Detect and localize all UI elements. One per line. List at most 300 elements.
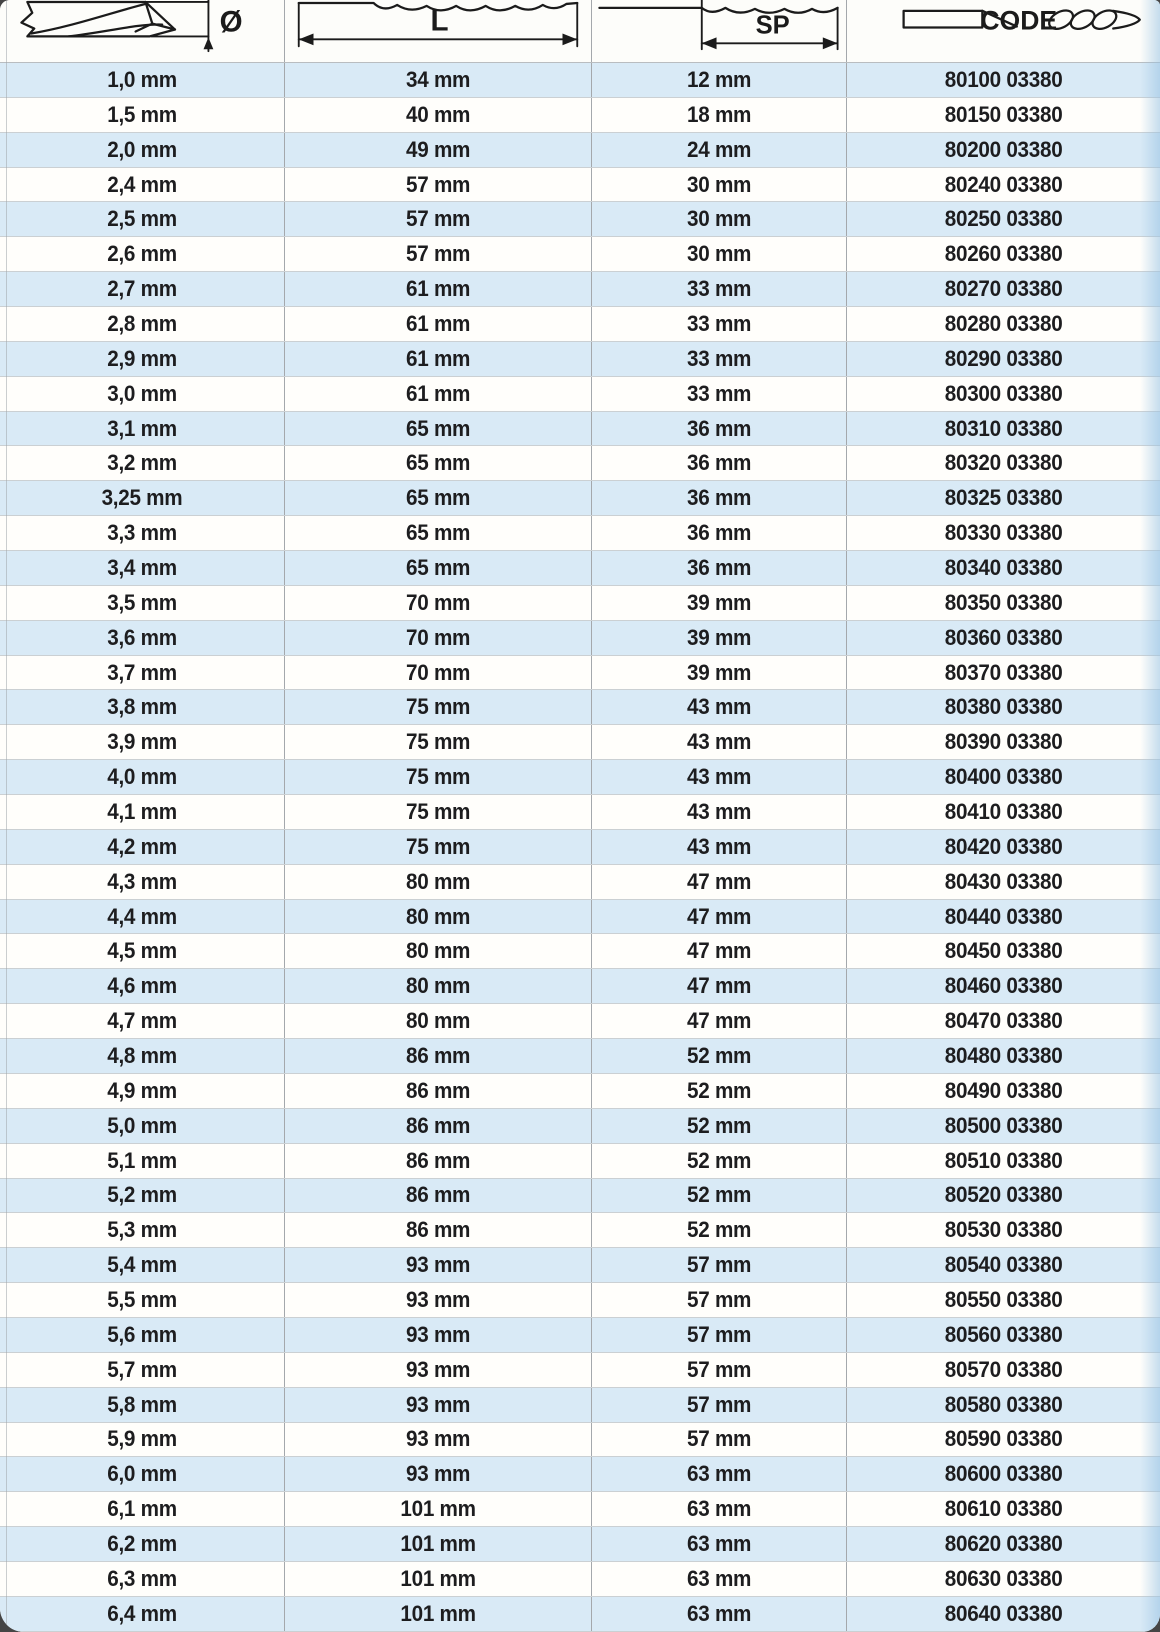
spiral-cell: [592, 1423, 847, 1457]
diameter-value: 3,2 mm: [107, 450, 177, 476]
spiral-cell: [592, 1318, 847, 1352]
length-cell: [285, 1039, 592, 1073]
code-value: 80580 03380: [944, 1391, 1063, 1417]
code-value: 80570 03380: [944, 1356, 1063, 1382]
length-cell: [285, 342, 592, 376]
spiral-value: 30 mm: [686, 206, 752, 232]
code-value: 80510 03380: [944, 1147, 1063, 1173]
diameter-value: 4,3 mm: [107, 868, 177, 894]
length-symbol-label: L: [430, 4, 449, 38]
table-row: [0, 1527, 1160, 1562]
length-value: 93 mm: [405, 1461, 471, 1487]
code-value: 80460 03380: [944, 973, 1063, 999]
code-value: 80100 03380: [944, 66, 1063, 92]
code-value: 80630 03380: [944, 1565, 1063, 1591]
code-value: 80350 03380: [944, 589, 1063, 615]
length-value: 93 mm: [405, 1356, 471, 1382]
diameter-value: 2,0 mm: [107, 136, 177, 162]
spiral-value: 30 mm: [686, 171, 752, 197]
length-value: 40 mm: [405, 101, 471, 127]
spiral-value: 63 mm: [686, 1565, 752, 1591]
code-value: 80280 03380: [944, 310, 1063, 336]
diameter-cell: [0, 1492, 285, 1526]
code-value: 80410 03380: [944, 798, 1063, 824]
length-value: 101 mm: [400, 1531, 476, 1557]
spiral-value: 33 mm: [686, 310, 752, 336]
code-value: 80600 03380: [944, 1461, 1063, 1487]
length-cell: [285, 969, 592, 1003]
table-row: [0, 63, 1160, 98]
spiral-cell: [592, 1527, 847, 1561]
spiral-value: 18 mm: [686, 101, 752, 127]
diameter-value: 4,4 mm: [107, 903, 177, 929]
table-row: [0, 307, 1160, 342]
spiral-value: 47 mm: [686, 868, 752, 894]
length-value: 61 mm: [405, 310, 471, 336]
code-value: 80380 03380: [944, 694, 1063, 720]
spiral-value: 57 mm: [686, 1356, 752, 1382]
spiral-value: 63 mm: [686, 1461, 752, 1487]
length-value: 86 mm: [405, 1042, 471, 1068]
diameter-cell: [0, 1457, 285, 1491]
length-cell: [285, 586, 592, 620]
table-row: [0, 760, 1160, 795]
diameter-cell: [0, 830, 285, 864]
code-value: 80470 03380: [944, 1008, 1063, 1034]
length-value: 75 mm: [405, 764, 471, 790]
code-cell: [847, 865, 1160, 899]
length-value: 65 mm: [405, 485, 471, 511]
length-cell: [285, 621, 592, 655]
spiral-value: 33 mm: [686, 276, 752, 302]
code-cell: [847, 342, 1160, 376]
length-value: 86 mm: [405, 1217, 471, 1243]
table-row: [0, 865, 1160, 900]
header-code: [847, 0, 1160, 62]
length-cell: [285, 1318, 592, 1352]
drill-code-diagram-icon: [847, 0, 1160, 62]
table-row: [0, 656, 1160, 691]
spiral-value: 39 mm: [686, 624, 752, 650]
diameter-value: 5,0 mm: [107, 1112, 177, 1138]
diameter-value: 3,8 mm: [107, 694, 177, 720]
diameter-value: 4,9 mm: [107, 1077, 177, 1103]
code-value: 80260 03380: [944, 241, 1063, 267]
spiral-value: 43 mm: [686, 798, 752, 824]
length-cell: [285, 63, 592, 97]
diameter-value: 3,3 mm: [107, 520, 177, 546]
diameter-cell: [0, 63, 285, 97]
table-row: [0, 900, 1160, 935]
length-value: 80 mm: [405, 938, 471, 964]
diameter-cell: [0, 342, 285, 376]
table-row: [0, 1179, 1160, 1214]
code-value: 80430 03380: [944, 868, 1063, 894]
spiral-cell: [592, 1353, 847, 1387]
length-cell: [285, 237, 592, 271]
header-diameter: [0, 0, 285, 62]
diameter-cell: [0, 1109, 285, 1143]
diameter-value: 3,9 mm: [107, 729, 177, 755]
code-cell: [847, 272, 1160, 306]
spiral-cell: [592, 621, 847, 655]
code-value: 80420 03380: [944, 833, 1063, 859]
spiral-cell: [592, 969, 847, 1003]
length-cell: [285, 1179, 592, 1213]
spiral-value: 57 mm: [686, 1321, 752, 1347]
spiral-value: 47 mm: [686, 903, 752, 929]
spiral-cell: [592, 586, 847, 620]
diameter-value: 2,7 mm: [107, 276, 177, 302]
code-cell: [847, 1388, 1160, 1422]
code-value: 80530 03380: [944, 1217, 1063, 1243]
diameter-value: 4,0 mm: [107, 764, 177, 790]
code-value: 80610 03380: [944, 1496, 1063, 1522]
length-value: 93 mm: [405, 1252, 471, 1278]
code-cell: [847, 133, 1160, 167]
spiral-cell: [592, 865, 847, 899]
spiral-cell: [592, 1074, 847, 1108]
table-row: [0, 272, 1160, 307]
table-row: [0, 621, 1160, 656]
code-cell: [847, 516, 1160, 550]
code-cell: [847, 481, 1160, 515]
length-value: 34 mm: [405, 66, 471, 92]
diameter-cell: [0, 168, 285, 202]
length-cell: [285, 168, 592, 202]
diameter-value: 3,6 mm: [107, 624, 177, 650]
diameter-value: 4,8 mm: [107, 1042, 177, 1068]
code-value: 80330 03380: [944, 520, 1063, 546]
spiral-value: 33 mm: [686, 380, 752, 406]
spiral-cell: [592, 168, 847, 202]
spiral-cell: [592, 934, 847, 968]
table-row: [0, 202, 1160, 237]
table-row: [0, 516, 1160, 551]
length-value: 61 mm: [405, 380, 471, 406]
code-cell: [847, 1144, 1160, 1178]
length-cell: [285, 760, 592, 794]
spiral-value: 43 mm: [686, 833, 752, 859]
code-cell: [847, 1109, 1160, 1143]
code-cell: [847, 237, 1160, 271]
length-value: 57 mm: [405, 171, 471, 197]
length-value: 93 mm: [405, 1321, 471, 1347]
table-row: [0, 586, 1160, 621]
diameter-value: 5,9 mm: [107, 1426, 177, 1452]
code-value: 80300 03380: [944, 380, 1063, 406]
code-cell: [847, 760, 1160, 794]
code-cell: [847, 446, 1160, 480]
spiral-cell: [592, 446, 847, 480]
code-cell: [847, 1248, 1160, 1282]
length-cell: [285, 1248, 592, 1282]
spiral-value: 52 mm: [686, 1147, 752, 1173]
diameter-cell: [0, 1039, 285, 1073]
code-cell: [847, 1457, 1160, 1491]
length-value: 65 mm: [405, 554, 471, 580]
table-row: [0, 481, 1160, 516]
spiral-value: 47 mm: [686, 1008, 752, 1034]
diameter-value: 2,6 mm: [107, 241, 177, 267]
code-value: 80500 03380: [944, 1112, 1063, 1138]
spiral-cell: [592, 1109, 847, 1143]
code-cell: [847, 1213, 1160, 1247]
table-row: [0, 377, 1160, 412]
diameter-cell: [0, 621, 285, 655]
diameter-value: 6,4 mm: [107, 1600, 177, 1626]
spiral-cell: [592, 900, 847, 934]
spiral-cell: [592, 1039, 847, 1073]
spiral-cell: [592, 1144, 847, 1178]
spiral-cell: [592, 656, 847, 690]
code-value: 80520 03380: [944, 1182, 1063, 1208]
diameter-value: 2,5 mm: [107, 206, 177, 232]
spiral-cell: [592, 63, 847, 97]
table-body: [0, 63, 1160, 1632]
length-cell: [285, 551, 592, 585]
code-value: 80550 03380: [944, 1287, 1063, 1312]
length-cell: [285, 272, 592, 306]
diameter-cell: [0, 900, 285, 934]
spiral-cell: [592, 377, 847, 411]
code-value: 80480 03380: [944, 1042, 1063, 1068]
table-row: [0, 1283, 1160, 1318]
length-value: 80 mm: [405, 973, 471, 999]
length-value: 86 mm: [405, 1077, 471, 1103]
length-value: 86 mm: [405, 1112, 471, 1138]
diameter-value: 6,3 mm: [107, 1565, 177, 1591]
diameter-value: 5,8 mm: [107, 1391, 177, 1417]
code-symbol-label: CODE: [980, 5, 1058, 36]
diameter-cell: [0, 1144, 285, 1178]
table-row: [0, 1562, 1160, 1597]
spiral-cell: [592, 690, 847, 724]
length-value: 80 mm: [405, 903, 471, 929]
length-value: 70 mm: [405, 624, 471, 650]
code-cell: [847, 1597, 1160, 1631]
spiral-value: 52 mm: [686, 1217, 752, 1243]
length-cell: [285, 1527, 592, 1561]
length-value: 93 mm: [405, 1426, 471, 1452]
code-cell: [847, 725, 1160, 759]
diameter-value: 6,0 mm: [107, 1461, 177, 1487]
spiral-cell: [592, 307, 847, 341]
spiral-cell: [592, 1248, 847, 1282]
code-cell: [847, 969, 1160, 1003]
length-cell: [285, 934, 592, 968]
spiral-cell: [592, 1492, 847, 1526]
code-value: 80640 03380: [944, 1600, 1063, 1626]
diameter-cell: [0, 1283, 285, 1317]
code-cell: [847, 98, 1160, 132]
length-value: 93 mm: [405, 1287, 471, 1312]
table-row: [0, 1388, 1160, 1423]
code-cell: [847, 830, 1160, 864]
table-row: [0, 168, 1160, 203]
drill-length-diagram-icon: [285, 0, 591, 62]
length-cell: [285, 1388, 592, 1422]
spiral-cell: [592, 551, 847, 585]
length-cell: [285, 900, 592, 934]
code-value: 80325 03380: [944, 485, 1063, 511]
length-cell: [285, 1074, 592, 1108]
length-value: 61 mm: [405, 345, 471, 371]
table-row: [0, 830, 1160, 865]
table-row: [0, 1074, 1160, 1109]
diameter-cell: [0, 1388, 285, 1422]
diameter-value: 6,1 mm: [107, 1496, 177, 1522]
diameter-cell: [0, 1213, 285, 1247]
header-spiral-length: [592, 0, 847, 62]
spiral-value: 36 mm: [686, 450, 752, 476]
diameter-cell: [0, 481, 285, 515]
diameter-cell: [0, 237, 285, 271]
diameter-value: 3,4 mm: [107, 554, 177, 580]
spiral-cell: [592, 1562, 847, 1596]
code-cell: [847, 63, 1160, 97]
table-row: [0, 98, 1160, 133]
length-cell: [285, 98, 592, 132]
code-value: 80400 03380: [944, 764, 1063, 790]
table-row: [0, 1492, 1160, 1527]
spiral-cell: [592, 760, 847, 794]
spiral-value: 52 mm: [686, 1182, 752, 1208]
length-cell: [285, 1213, 592, 1247]
table-row: [0, 237, 1160, 272]
table-row: [0, 1144, 1160, 1179]
spiral-value: 36 mm: [686, 485, 752, 511]
length-cell: [285, 133, 592, 167]
length-value: 70 mm: [405, 589, 471, 615]
diameter-cell: [0, 795, 285, 829]
diameter-value: 5,3 mm: [107, 1217, 177, 1243]
length-value: 93 mm: [405, 1391, 471, 1417]
spiral-value: 43 mm: [686, 694, 752, 720]
length-cell: [285, 412, 592, 446]
length-cell: [285, 1109, 592, 1143]
length-value: 86 mm: [405, 1147, 471, 1173]
code-cell: [847, 377, 1160, 411]
code-value: 80390 03380: [944, 729, 1063, 755]
length-cell: [285, 1597, 592, 1631]
spiral-value: 24 mm: [686, 136, 752, 162]
table-header: [0, 0, 1160, 63]
spiral-cell: [592, 1179, 847, 1213]
diameter-cell: [0, 1074, 285, 1108]
table-row: [0, 342, 1160, 377]
diameter-value: 5,4 mm: [107, 1252, 177, 1278]
length-value: 80 mm: [405, 1008, 471, 1034]
length-value: 101 mm: [400, 1496, 476, 1522]
diameter-value: 4,7 mm: [107, 1008, 177, 1034]
diameter-value: 1,0 mm: [107, 66, 177, 92]
code-cell: [847, 934, 1160, 968]
diameter-value: 4,2 mm: [107, 833, 177, 859]
diameter-cell: [0, 1597, 285, 1631]
diameter-value: 1,5 mm: [107, 101, 177, 127]
length-value: 65 mm: [405, 520, 471, 546]
diameter-cell: [0, 516, 285, 550]
diameter-cell: [0, 934, 285, 968]
length-cell: [285, 307, 592, 341]
diameter-symbol-label: Ø: [219, 5, 243, 39]
spiral-value: 12 mm: [686, 66, 752, 92]
length-cell: [285, 795, 592, 829]
diameter-value: 5,5 mm: [107, 1287, 177, 1312]
length-cell: [285, 1283, 592, 1317]
diameter-cell: [0, 98, 285, 132]
length-value: 80 mm: [405, 868, 471, 894]
code-value: 80440 03380: [944, 903, 1063, 929]
code-value: 80270 03380: [944, 276, 1063, 302]
spiral-value: 36 mm: [686, 554, 752, 580]
code-cell: [847, 1318, 1160, 1352]
table-row: [0, 1248, 1160, 1283]
code-cell: [847, 202, 1160, 236]
code-value: 80590 03380: [944, 1426, 1063, 1452]
length-cell: [285, 481, 592, 515]
length-value: 101 mm: [400, 1565, 476, 1591]
length-cell: [285, 656, 592, 690]
length-value: 86 mm: [405, 1182, 471, 1208]
diameter-cell: [0, 1248, 285, 1282]
diameter-value: 4,6 mm: [107, 973, 177, 999]
code-cell: [847, 900, 1160, 934]
diameter-value: 3,7 mm: [107, 659, 177, 685]
diameter-cell: [0, 1004, 285, 1038]
spiral-cell: [592, 1388, 847, 1422]
table-row: [0, 1318, 1160, 1353]
length-cell: [285, 1004, 592, 1038]
table-row: [0, 969, 1160, 1004]
table-row: [0, 1004, 1160, 1039]
length-cell: [285, 1562, 592, 1596]
length-value: 101 mm: [400, 1600, 476, 1626]
length-value: 61 mm: [405, 276, 471, 302]
diameter-cell: [0, 412, 285, 446]
code-cell: [847, 621, 1160, 655]
length-cell: [285, 202, 592, 236]
diameter-value: 2,9 mm: [107, 345, 177, 371]
length-value: 75 mm: [405, 694, 471, 720]
spiral-cell: [592, 342, 847, 376]
code-value: 80560 03380: [944, 1321, 1063, 1347]
drill-diameter-diagram-icon: [0, 0, 284, 62]
diameter-value: 5,7 mm: [107, 1356, 177, 1382]
code-cell: [847, 1004, 1160, 1038]
spiral-value: 33 mm: [686, 345, 752, 371]
spiral-value: 47 mm: [686, 973, 752, 999]
table-row: [0, 551, 1160, 586]
table-row: [0, 412, 1160, 447]
spiral-cell: [592, 237, 847, 271]
spiral-value: 63 mm: [686, 1531, 752, 1557]
code-value: 80250 03380: [944, 206, 1063, 232]
diameter-cell: [0, 725, 285, 759]
code-value: 80490 03380: [944, 1077, 1063, 1103]
code-value: 80340 03380: [944, 554, 1063, 580]
length-cell: [285, 830, 592, 864]
length-value: 75 mm: [405, 798, 471, 824]
diameter-cell: [0, 865, 285, 899]
code-cell: [847, 412, 1160, 446]
code-cell: [847, 1423, 1160, 1457]
drill-spiral-diagram-icon: [592, 0, 846, 62]
diameter-cell: [0, 1179, 285, 1213]
diameter-value: 5,6 mm: [107, 1321, 177, 1347]
diameter-cell: [0, 1423, 285, 1457]
